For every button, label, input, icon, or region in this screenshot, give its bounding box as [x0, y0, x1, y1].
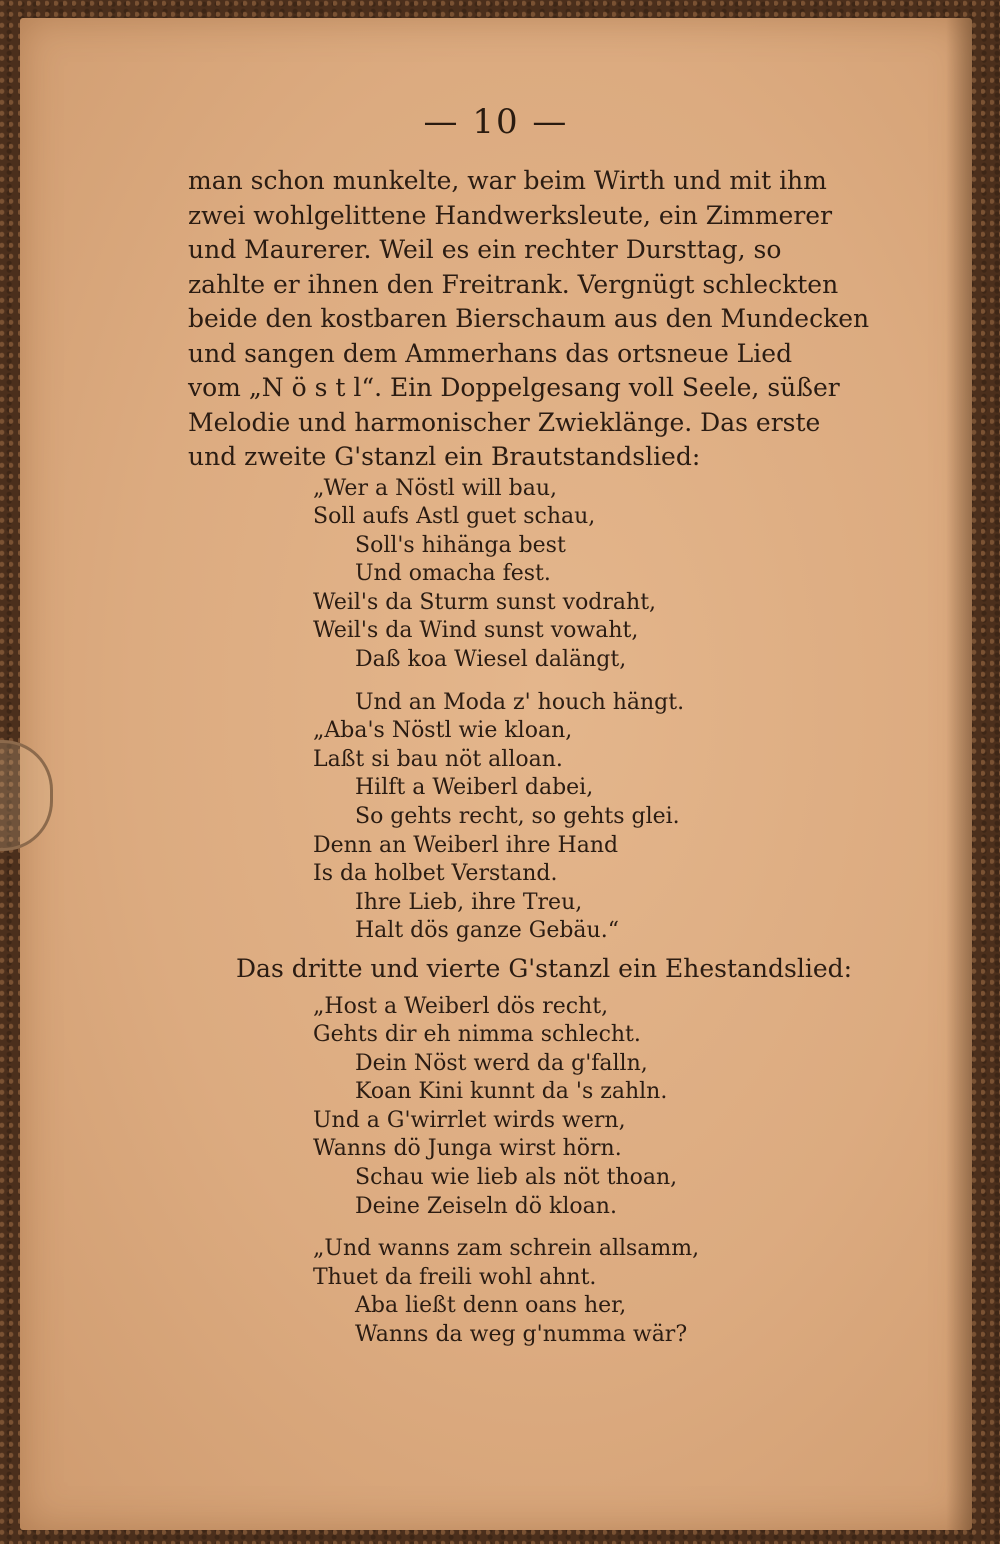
verse-line: Und omacha fest.	[355, 561, 551, 587]
text-line: vom „N ö s t l“. Ein Doppelgesang voll Seele, süßer	[188, 373, 840, 402]
verse-line: Ihre Lieb, ihre Treu,	[355, 889, 583, 915]
verse-line: Weil's da Wind sunst vowaht,	[313, 618, 639, 644]
verse-block-marriage	[313, 993, 928, 1350]
verse-line: Thuet da freili wohl ahnt.	[313, 1264, 597, 1290]
verse-line: Halt dös ganze Gebäu.“	[355, 918, 619, 944]
text-line: zahlte er ihnen den Freitrank. Vergnügt schleckten	[188, 269, 839, 299]
verse-line: Laßt si bau nöt alloan.	[313, 746, 563, 772]
page-number: — 10 —	[423, 102, 569, 142]
book-page	[20, 18, 972, 1530]
verse-line: „Und wanns zam schrein allsamm,	[313, 1236, 700, 1262]
verse-block-bride	[313, 475, 928, 947]
text-line: zwei wohlgelittene Handwerksleute, ein Zimmerer	[188, 200, 833, 230]
page-text	[188, 164, 928, 1350]
verse-line: „Host a Weiberl dös recht,	[313, 993, 609, 1019]
verse-line: Wanns da weg g'numma wär?	[355, 1322, 688, 1348]
verse-line: „Wer a Nöstl will bau,	[313, 475, 558, 501]
verse-line: Denn an Weiberl ihre Hand	[313, 832, 619, 858]
verse-line: Daß koa Wiesel dalängt,	[355, 647, 627, 673]
verse-line: Und an Moda z' houch hängt.	[355, 689, 685, 715]
verse-line: Dein Nöst werd da g'falln,	[355, 1050, 648, 1076]
text-line: und sangen dem Ammerhans das ortsneue Lied	[188, 338, 793, 368]
verse-line: Hilft a Weiberl dabei,	[355, 775, 594, 801]
verse-line: Gehts dir eh nimma schlecht.	[313, 1022, 641, 1048]
verse-line: So gehts recht, so gehts glei.	[355, 804, 680, 830]
verse-line: Aba ließt denn oans her,	[355, 1293, 627, 1319]
text-line: man schon munkelte, war beim Wirth und mit ihm	[188, 166, 827, 195]
verse-line: Wanns dö Junga wirst hörn.	[313, 1136, 622, 1162]
verse-line: Deine Zeiseln dö kloan.	[355, 1193, 617, 1219]
verse-line: Koan Kini kunnt da 's zahln.	[355, 1079, 668, 1105]
page-spine-shadow	[946, 18, 972, 1530]
section-heading-line: Das dritte und vierte G'stanzl ein Ehestandslied:	[236, 954, 853, 983]
verse-line: Soll's hihänga best	[355, 532, 566, 558]
prose-paragraph	[188, 164, 928, 475]
verse-line: Schau wie lieb als nöt thoan,	[355, 1165, 678, 1191]
verse-line: Und a G'wirrlet wirds wern,	[313, 1107, 626, 1133]
verse-line: Soll aufs Astl guet schau,	[313, 504, 596, 530]
text-line: beide den kostbaren Bierschaum aus den Mundecken	[188, 304, 870, 333]
text-line: und zweite G'stanzl ein Brautstandslied:	[188, 442, 701, 471]
verse-line: „Aba's Nöstl wie kloan,	[313, 718, 573, 744]
verse-line: Weil's da Sturm sunst vodraht,	[313, 589, 657, 615]
text-line: Melodie und harmonischer Zwieklänge. Das erste	[188, 407, 821, 437]
text-line: und Maurerer. Weil es ein rechter Dursttag, so	[188, 235, 782, 264]
verse-line: Is da holbet Verstand.	[313, 861, 558, 887]
